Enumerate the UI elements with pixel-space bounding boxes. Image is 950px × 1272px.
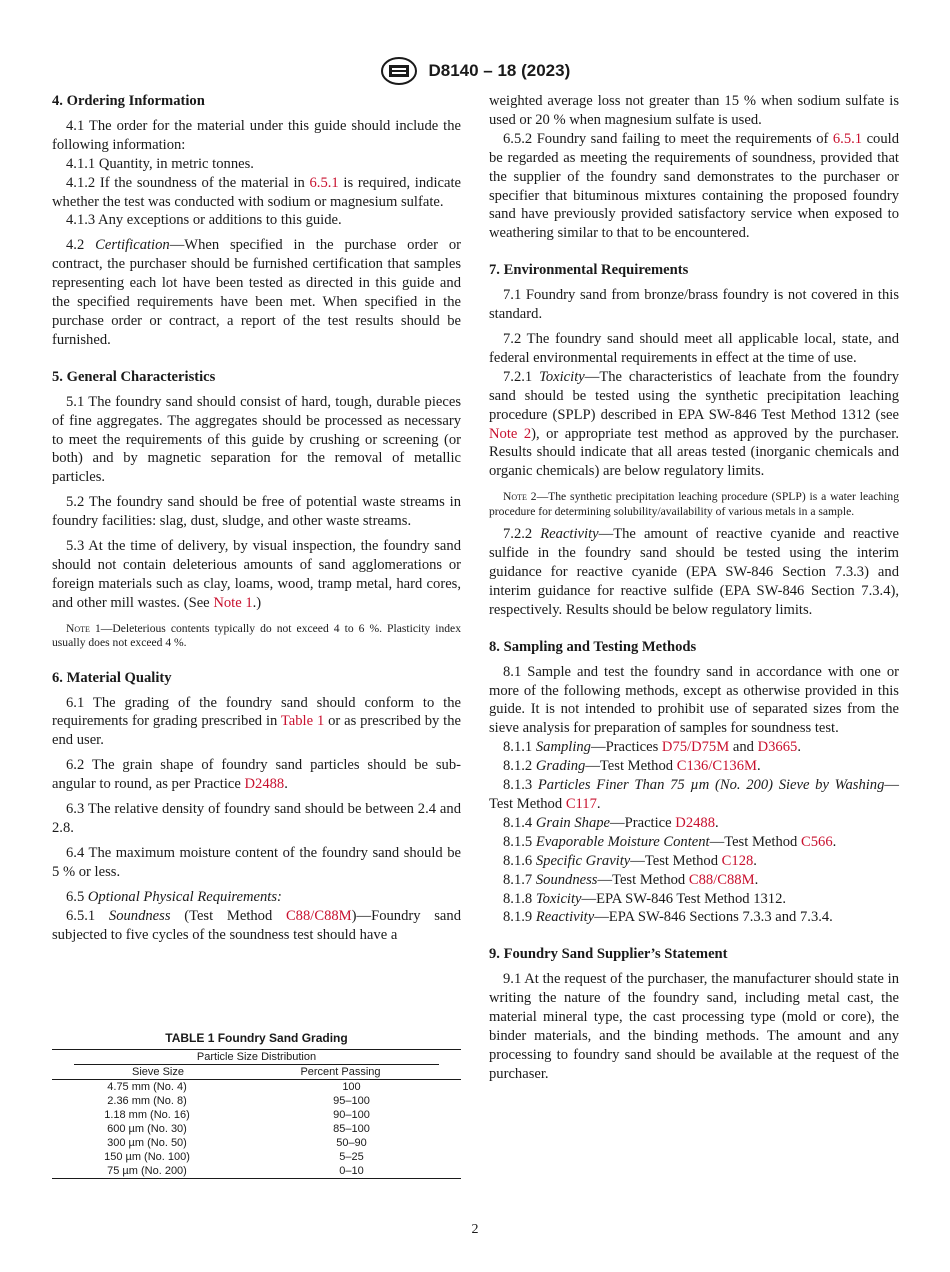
- document-designation: D8140 – 18 (2023): [428, 61, 571, 80]
- text: and: [729, 739, 758, 756]
- text: ), or appropriate test method as approved by the purchaser. Results should indicate that all areas tested (inorganic chemicals and organic chemicals) are below regulatory limits.: [489, 425, 899, 480]
- text: 8.1.5: [503, 833, 536, 850]
- text: .: [832, 833, 837, 850]
- text: 8.1.4: [503, 814, 536, 831]
- italic-term: Reactivity: [540, 526, 599, 543]
- paragraph-8-1-1: [489, 738, 899, 757]
- text: —Test Method: [489, 777, 899, 812]
- paragraph-8-1-9: [489, 908, 899, 927]
- cell-size: 1.18 mm (No. 16): [104, 1109, 190, 1121]
- table-caption: TABLE 1 Foundry Sand Grading: [165, 1031, 348, 1045]
- text: 8.1.6: [503, 852, 536, 869]
- italic-term: Toxicity: [539, 368, 585, 385]
- astm-logo-icon: [380, 56, 418, 86]
- page-number: 2: [471, 1222, 479, 1237]
- text: 8.1.3: [503, 777, 538, 794]
- text: .: [754, 871, 759, 888]
- paragraph-6-4: 6.4 The maximum moisture content of the foundry sand should be 5 % or less.: [52, 844, 461, 880]
- table-row: [52, 1136, 461, 1150]
- paragraph-4-1-2: [52, 174, 461, 212]
- cell-size: 600 µm (No. 30): [107, 1123, 187, 1135]
- cell-pct: 100: [342, 1081, 361, 1093]
- section-9-heading: 9. Foundry Sand Supplier’s Statement: [489, 946, 728, 963]
- text: 4.2: [66, 237, 96, 254]
- text: —Test Method: [585, 758, 677, 775]
- ref-link-c88[interactable]: C88/C88M: [688, 871, 755, 888]
- section-7-heading: 7. Environmental Requirements: [489, 262, 689, 279]
- paragraph-5-3: [52, 537, 461, 613]
- table-row: [52, 1122, 461, 1136]
- italic-term: Specific Gravity: [535, 852, 631, 869]
- paragraph-5-1: 5.1 The foundry sand should consist of hard, tough, durable pieces of fine aggregates. The aggregates should be processed as necessary to meet the requirements of this guide by crushing or screening (or both) and by magnetic separation for the removal of metallic particles.: [52, 393, 461, 486]
- table-span-header: Particle Size Distribution: [196, 1051, 317, 1063]
- cell-size: 300 µm (No. 50): [107, 1137, 187, 1149]
- italic-term: Soundness: [108, 907, 171, 924]
- text: 8.1.1: [503, 739, 536, 756]
- cell-size: 2.36 mm (No. 8): [107, 1095, 187, 1107]
- ref-link-c566[interactable]: C566: [801, 833, 833, 850]
- paragraph-6-3: 6.3 The relative density of foundry sand should be between 2.4 and 2.8.: [52, 801, 461, 836]
- text: .: [797, 739, 801, 756]
- ref-link-note-2[interactable]: Note 2: [489, 425, 532, 442]
- text: 5.3 At the time of delivery, by visual inspection, the foundry sand should not contain deleterious amounts of sand agglomerations or foreign materials such as clay, loams, wood, tramp metal, hard cores, and other mill wastes. (See: [52, 538, 461, 611]
- ref-link-6-5-1[interactable]: 6.5.1: [309, 174, 339, 191]
- cell-size: 150 µm (No. 100): [104, 1151, 190, 1163]
- text: —Test Method: [630, 852, 722, 869]
- paragraph-4-1-1: 4.1.1 Quantity, in metric tonnes.: [66, 155, 254, 172]
- section-4-heading: 4. Ordering Information: [52, 93, 205, 109]
- text: )—Foundry sand subjected to five cycles of the soundness test should have a: [52, 907, 461, 943]
- text: 8.1.7: [503, 871, 536, 888]
- paragraph-6-5-1-continued: weighted average loss not greater than 15 % when sodium sulfate is used or 20 % when magnesium sulfate is used.: [489, 93, 899, 128]
- note-text: 2—The synthetic precipitation leaching procedure (SPLP) is a water leaching procedure for determining solubility/availability of various metals in a sample.: [489, 490, 899, 518]
- text: .: [757, 758, 761, 775]
- text: —Practice: [610, 814, 676, 831]
- text: .): [252, 594, 262, 611]
- paragraph-4-1-3: 4.1.3 Any exceptions or additions to this guide.: [66, 212, 342, 229]
- text: 6.2 The grain shape of foundry sand particles should be sub-angular to round, as per Practice: [52, 757, 461, 793]
- paragraph-5-2: 5.2 The foundry sand should be free of potential waste streams in foundry facilities: slag, dust, sludge, and other waste streams.: [52, 494, 461, 530]
- text: —Practices: [590, 739, 662, 756]
- cell-pct: 85–100: [333, 1123, 370, 1135]
- ref-link-note-1[interactable]: Note 1: [213, 594, 253, 611]
- text: could be regarded as meeting the requirements of soundness, provided that the supplier of the foundry sand demonstrates to the purchaser or specifier that bituminous mixtures containing the proposed foundry sand have previously provided satisfactory service when exposed to weathering similar to that to be encountered.: [489, 130, 899, 242]
- page-header: [0, 56, 950, 86]
- note-text: 1—Deleterious contents typically do not exceed 4 to 6 %. Plasticity index usually does not exceed 4 %.: [52, 621, 461, 650]
- text: —When specified in the purchase order or contract, the purchaser should be furnished certification that samples representing each lot have been tested as directed in this guide and the specified requirements have been met. When specified in the purchase order or contract, a report of the test results should be furnished.: [52, 237, 461, 348]
- paragraph-8-1-4: [489, 814, 899, 833]
- note-label: Note: [66, 621, 90, 635]
- text: 6.5.2 Foundry sand failing to meet the requirements of: [503, 130, 833, 147]
- ref-link-table-1[interactable]: Table 1: [280, 713, 325, 730]
- paragraph-6-2: [52, 756, 461, 794]
- text: (Test Method: [170, 907, 286, 924]
- ref-link-d75[interactable]: D75/D75M: [661, 739, 730, 756]
- italic-term: Sampling: [535, 739, 591, 756]
- paragraph-8-1-3: [489, 776, 899, 814]
- paragraph-8-1-6: [489, 852, 899, 871]
- italic-term: Evaporable Moisture Content: [535, 833, 710, 850]
- cell-pct: 5–25: [339, 1151, 364, 1163]
- paragraph-7-1: 7.1 Foundry sand from bronze/brass foundry is not covered in this standard.: [489, 287, 899, 323]
- cell-pct: 90–100: [333, 1109, 370, 1121]
- text: —EPA SW-846 Sections 7.3.3 and 7.3.4.: [594, 909, 833, 926]
- note-2: [489, 490, 899, 519]
- italic-term: Optional Physical Requirements:: [87, 888, 282, 905]
- cell-size: 4.75 mm (No. 4): [107, 1081, 187, 1093]
- paragraph-6-5-2: [489, 130, 899, 243]
- text: is required, indicate whether the test was conducted with sodium or magnesium sulfate.: [52, 174, 461, 210]
- text: —The amount of reactive cyanide and reactive sulfide in the foundry sand should be tested using the interim guidance for reactive cyanide (EPA SW-846 Section 7.3.3) and interim guidance for reactive sulfide (EPA SW-846 Section 7.3.4), respectively. Results should be below regulatory limits.: [489, 526, 900, 618]
- text: 7.2.2: [503, 526, 541, 543]
- italic-term: Grading: [535, 758, 586, 775]
- col-header-sieve-size: Sieve Size: [132, 1066, 184, 1078]
- paragraph-9-1: 9.1 At the request of the purchaser, the manufacturer should state in writing the nature of the foundry sand, including metal cast, the material mineral type, the cast processing type (mold or core), the binder materials, and the binding methods. The amount and any processing to foundry sand should be available at the request of the purchaser.: [489, 971, 899, 1082]
- table-row: [52, 1108, 461, 1122]
- text: 8.1.2: [503, 758, 536, 775]
- table-row: [52, 1150, 461, 1164]
- paragraph-7-2-2: [489, 525, 899, 620]
- paragraph-4-2: [52, 236, 461, 349]
- text: .: [753, 852, 757, 869]
- text: .: [715, 814, 719, 831]
- ref-link-c128[interactable]: C128: [721, 852, 754, 869]
- table-bottom-rule: [52, 1178, 461, 1179]
- ref-link-d3665[interactable]: D3665: [757, 739, 798, 756]
- text: 8.1.9: [503, 909, 536, 926]
- cell-pct: 50–90: [336, 1137, 367, 1149]
- section-5-heading: 5. General Characteristics: [52, 368, 216, 385]
- paragraph-6-5-1: [52, 907, 461, 945]
- paragraph-7-2: 7.2 The foundry sand should meet all applicable local, state, and federal environmental requirements in effect at the time of use.: [489, 330, 899, 366]
- note-1: [52, 622, 461, 651]
- ref-link-c117[interactable]: C117: [565, 796, 597, 812]
- paragraph-6-1: [52, 694, 461, 751]
- note-label: Note: [503, 490, 527, 504]
- text: 4.1.2 If the soundness of the material in: [66, 174, 310, 191]
- text: or as prescribed by the end user.: [52, 713, 461, 749]
- section-6-heading: 6. Material Quality: [52, 669, 172, 686]
- right-column: [489, 92, 899, 1084]
- text: 6.5.1: [66, 907, 109, 924]
- text: .: [596, 796, 601, 812]
- paragraph-4-1: 4.1 The order for the material under this guide should include the following information:: [52, 117, 461, 153]
- table-row: [52, 1080, 461, 1094]
- text: 6.5: [66, 888, 88, 905]
- paragraph-8-1-5: [489, 833, 899, 852]
- table-header-row: [74, 1064, 439, 1079]
- italic-term: Soundness: [535, 871, 598, 888]
- ref-link-c136[interactable]: C136/C136M: [676, 758, 757, 775]
- section-8-heading: 8. Sampling and Testing Methods: [489, 638, 697, 655]
- text: —The characteristics of leachate from the foundry sand should be tested using the synthetic precipitation leaching procedure (SPLP) described in EPA SW-846 Test Method 1312 (see: [489, 368, 900, 423]
- paragraph-8-1-7: [489, 871, 899, 890]
- ref-link-c88[interactable]: C88/C88M: [285, 907, 352, 924]
- text: —Test Method: [597, 871, 689, 888]
- ref-link-d2488[interactable]: D2488: [244, 776, 285, 793]
- ref-link-6-5-1[interactable]: 6.5.1: [832, 130, 863, 147]
- text: —Test Method: [709, 833, 801, 850]
- ref-link-d2488[interactable]: D2488: [675, 814, 716, 831]
- italic-term: Particles Finer Than 75 µm (No. 200) Sieve by Washing: [537, 777, 885, 794]
- table-row: [52, 1094, 461, 1108]
- italic-term: Grain Shape: [535, 814, 611, 831]
- text: —EPA SW-846 Test Method 1312.: [581, 890, 787, 907]
- table-1: [52, 1031, 461, 1179]
- paragraph-8-1: 8.1 Sample and test the foundry sand in accordance with one or more of the following methods, except as otherwise provided in this guide. It is not intended to prohibit use of separated sizes from the sieve analysis for preparation of samples for soundness test.: [489, 663, 899, 737]
- left-column: [52, 92, 461, 944]
- col-header-percent-passing: Percent Passing: [300, 1066, 381, 1078]
- text: 6.1 The grading of the foundry sand should conform to the requirements for grading prescribed in: [52, 694, 461, 730]
- italic-term: Certification: [95, 237, 170, 254]
- text: 7.2.1: [503, 368, 540, 385]
- italic-term: Reactivity: [535, 909, 595, 926]
- paragraph-6-5: [52, 888, 461, 907]
- cell-size: 75 µm (No. 200): [107, 1165, 187, 1177]
- text: .: [284, 776, 288, 793]
- paragraph-7-2-1: [489, 368, 899, 481]
- paragraph-8-1-2: [489, 757, 899, 776]
- text: 8.1.8: [503, 890, 536, 907]
- table-row: [52, 1164, 461, 1178]
- cell-pct: 0–10: [339, 1165, 364, 1177]
- cell-pct: 95–100: [333, 1095, 370, 1107]
- paragraph-8-1-8: [489, 890, 899, 909]
- italic-term: Toxicity: [535, 890, 582, 907]
